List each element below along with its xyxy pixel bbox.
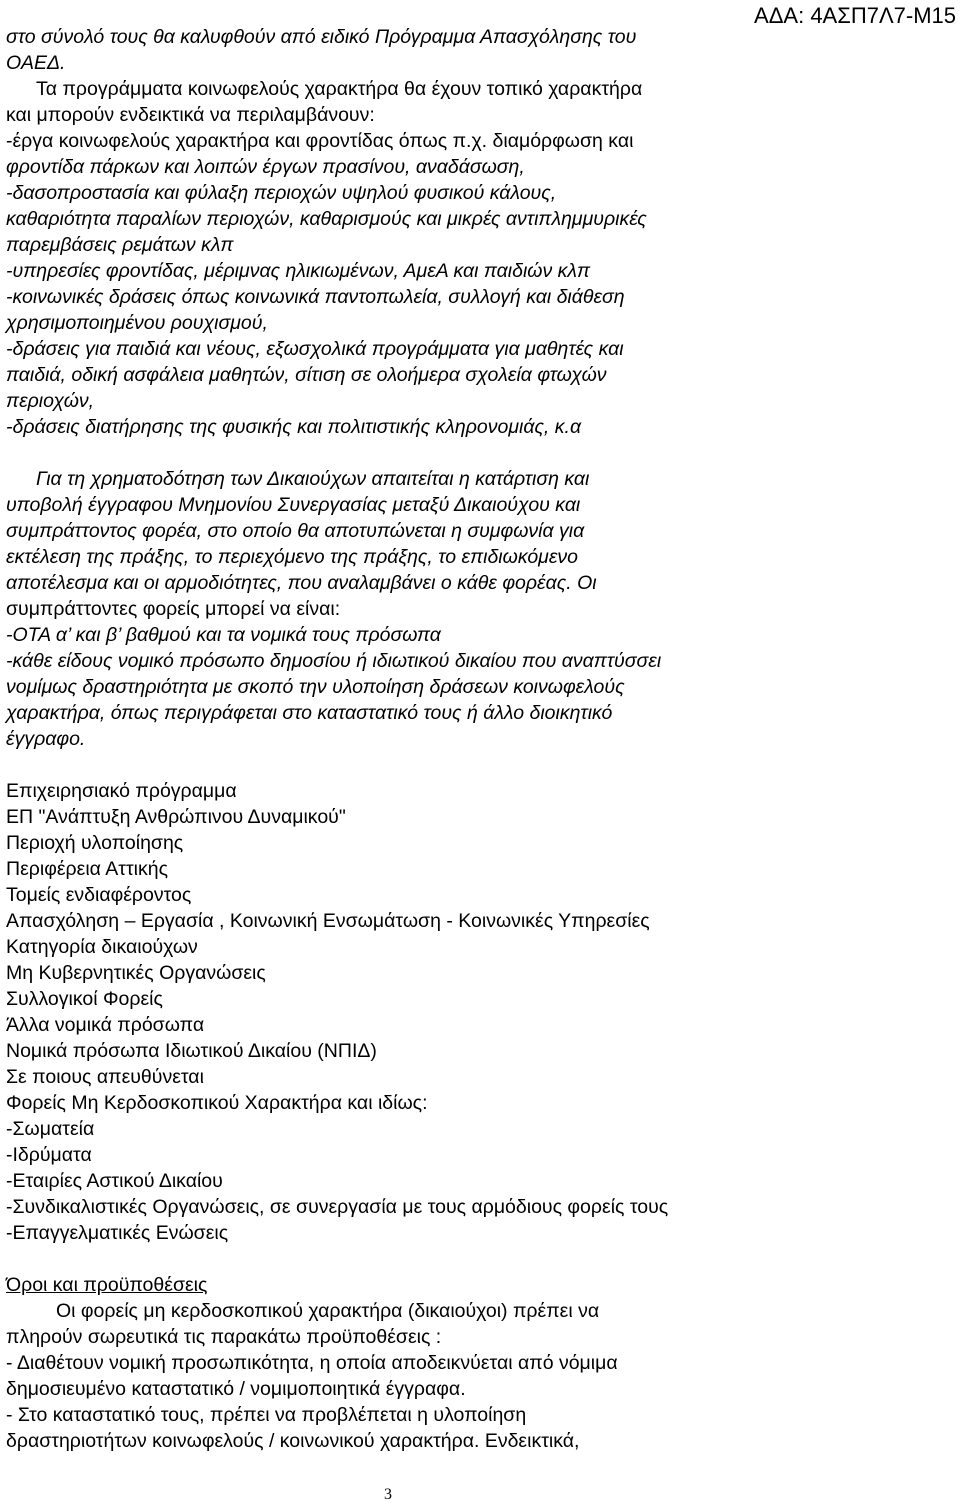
text-line: φροντίδα πάρκων και λοιπών έργων πρασίνου, αναδάσωση, <box>6 156 525 178</box>
text-line: Επιχειρησιακό πρόγραμμα <box>6 780 237 802</box>
text-line: Για τη χρηματοδότηση των Δικαιούχων απαιτείται η κατάρτιση και <box>36 468 590 490</box>
text-line: περιοχών, <box>6 390 95 412</box>
text-line: Σε ποιους απευθύνεται <box>6 1066 204 1088</box>
text-line: Νομικά πρόσωπα Ιδιωτικού Δικαίου (ΝΠΙΔ) <box>6 1040 377 1062</box>
text-line: -Επαγγελματικές Ενώσεις <box>6 1222 229 1244</box>
text-line: - Διαθέτουν νομική προσωπικότητα, η οποία αποδεικνύεται από νόμιμα <box>6 1352 618 1374</box>
text-line: πληρούν σωρευτικά τις παρακάτω προϋποθέσεις : <box>6 1326 442 1348</box>
ada-header: ΑΔΑ: 4ΑΣΠ7Λ7-Μ15 <box>754 3 956 28</box>
text-line: -κάθε είδους νομικό πρόσωπο δημοσίου ή ιδιωτικού δικαίου που αναπτύσσει <box>6 650 662 672</box>
page-number: 3 <box>384 1486 392 1503</box>
text-line: -ΟΤΑ α’ και β’ βαθμού και τα νομικά τους πρόσωπα <box>6 624 441 646</box>
text-line: Φορείς Μη Κερδοσκοπικού Χαρακτήρα και ιδίως: <box>6 1092 428 1114</box>
text-line: -κοινωνικές δράσεις όπως κοινωνικά παντοπωλεία, συλλογή και διάθεση <box>6 286 625 308</box>
text-line: και μπορούν ενδεικτικά να περιλαμβάνουν: <box>6 104 375 126</box>
text-line: δραστηριοτήτων κοινωφελούς / κοινωνικού χαρακτήρα. Ενδεικτικά, <box>6 1430 580 1452</box>
text-line: -έργα κοινωφελούς χαρακτήρα και φροντίδας όπως π.χ. διαμόρφωση και <box>6 130 634 152</box>
text-line: αποτέλεσμα και οι αρμοδιότητες, που αναλαμβάνει ο κάθε φορέας. Οι <box>6 572 597 594</box>
text-line: Τα προγράμματα κοινωφελούς χαρακτήρα θα έχουν τοπικό χαρακτήρα <box>36 78 643 100</box>
text-line: ΕΠ "Ανάπτυξη Ανθρώπινου Δυναμικού" <box>6 806 346 828</box>
text-line: Συλλογικοί Φορείς <box>6 988 163 1010</box>
text-line: -δράσεις διατήρησης της φυσικής και πολιτιστικής κληρονομιάς, κ.α <box>6 416 582 438</box>
text-line: Όροι και προϋποθέσεις <box>6 1274 208 1296</box>
text-line: έγγραφο. <box>6 728 86 750</box>
text-line: συμπράττοντες φορείς μπορεί να είναι: <box>6 598 341 620</box>
text-line: παιδιά, οδική ασφάλεια μαθητών, σίτιση σε ολοήμερα σχολεία φτωχών <box>6 364 607 386</box>
document-body <box>6 24 936 1454</box>
text-line: Οι φορείς μη κερδοσκοπικού χαρακτήρα (δικαιούχοι) πρέπει να <box>56 1300 600 1322</box>
text-line: -δράσεις για παιδιά και νέους, εξωσχολικά προγράμματα για μαθητές και <box>6 338 624 360</box>
text-line: συμπράττοντος φορέα, στο οποίο θα αποτυπώνεται η συμφωνία για <box>6 520 585 542</box>
text-line: -υπηρεσίες φροντίδας, μέριμνας ηλικιωμένων, ΑμεΑ και παιδιών κλπ <box>6 260 591 282</box>
text-line: Απασχόληση – Εργασία , Κοινωνική Ενσωμάτωση - Κοινωνικές Υπηρεσίες <box>6 910 650 932</box>
text-line: παρεμβάσεις ρεμάτων κλπ <box>6 234 234 256</box>
paragraph-gap <box>6 1246 936 1272</box>
text-line: Περιοχή υλοποίησης <box>6 832 184 854</box>
text-line: -Εταιρίες Αστικού Δικαίου <box>6 1170 223 1192</box>
text-line: καθαριότητα παραλίων περιοχών, καθαρισμούς και μικρές αντιπλημμυρικές <box>6 208 647 230</box>
text-line: - Στο καταστατικό τους, πρέπει να προβλέπεται η υλοποίηση <box>6 1404 527 1426</box>
text-line: Μη Κυβερνητικές Οργανώσεις <box>6 962 266 984</box>
text-line: -δασοπροστασία και φύλαξη περιοχών υψηλού φυσικού κάλους, <box>6 182 557 204</box>
text-line: δημοσιευμένο καταστατικό / νομιμοποιητικά έγγραφα. <box>6 1378 466 1400</box>
text-line: Άλλα νομικά πρόσωπα <box>6 1014 205 1036</box>
text-line: χαρακτήρα, όπως περιγράφεται στο καταστατικό τους ή άλλο διοικητικό <box>6 702 613 724</box>
text-line: Τομείς ενδιαφέροντος <box>6 884 192 906</box>
paragraph-gap <box>6 752 936 778</box>
text-line: υποβολή έγγραφου Μνημονίου Συνεργασίας μεταξύ Δικαιούχου και <box>6 494 581 516</box>
paragraph-gap <box>6 440 936 466</box>
text-line: -Σωματεία <box>6 1118 95 1140</box>
text-line: στο σύνολό τους θα καλυφθούν από ειδικό Πρόγραμμα Απασχόλησης του <box>6 26 637 48</box>
text-line: ΟΑΕΔ. <box>6 52 66 74</box>
text-line: Περιφέρεια Αττικής <box>6 858 169 880</box>
text-line: -Ιδρύματα <box>6 1144 92 1166</box>
text-line: νομίμως δραστηριότητα με σκοπό την υλοποίηση δράσεων κοινωφελούς <box>6 676 625 698</box>
text-line: Κατηγορία δικαιούχων <box>6 936 198 958</box>
text-line: -Συνδικαλιστικές Οργανώσεις, σε συνεργασία με τους αρμόδιους φορείς τους <box>6 1196 669 1218</box>
text-line: χρησιμοποιημένου ρουχισμού, <box>6 312 268 334</box>
text-line: εκτέλεση της πράξης, το περιεχόμενο της πράξης, το επιδιωκόμενο <box>6 546 579 568</box>
